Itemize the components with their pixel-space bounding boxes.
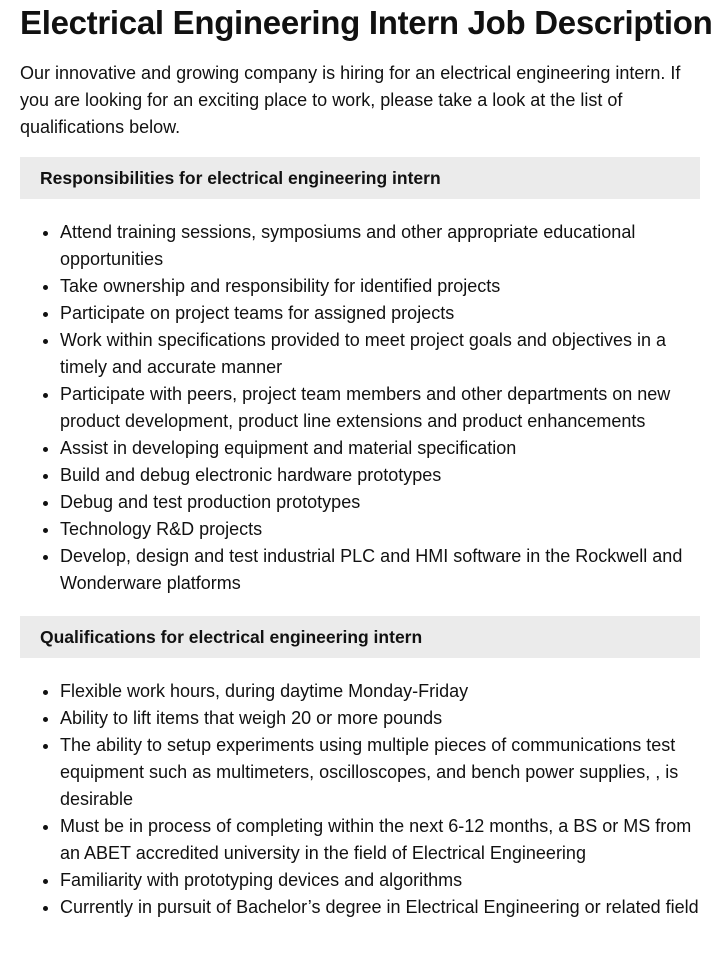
list-item: • Participate on project teams for assigned projects xyxy=(60,300,700,327)
list-item: • Technology R&D projects xyxy=(60,516,700,543)
list-item: • Develop, design and test industrial PLC and HMI software in the Rockwell and Wonderware platforms xyxy=(60,543,700,597)
list-item: • Work within specifications provided to meet project goals and objectives in a timely and accurate manner xyxy=(60,327,700,381)
list-item: • Flexible work hours, during daytime Monday-Friday xyxy=(60,678,700,705)
list-item: • Participate with peers, project team members and other departments on new product development, product line extensions and product enhancements xyxy=(60,381,700,435)
list-item: • Debug and test production prototypes xyxy=(60,489,700,516)
list-item: • Attend training sessions, symposiums and other appropriate educational opportunities xyxy=(60,219,700,273)
list-item: • Currently in pursuit of Bachelor’s degree in Electrical Engineering or related field xyxy=(60,894,700,921)
intro-paragraph: Our innovative and growing company is hiring for an electrical engineering intern. If you are looking for an exciting place to work, please take a look at the list of qualifications below. xyxy=(20,63,681,137)
list-item: • The ability to setup experiments using multiple pieces of communications test equipment such as multimeters, oscilloscopes, and bench power supplies, , is desirable xyxy=(60,732,700,813)
responsibilities-header: Responsibilities for electrical engineering intern xyxy=(20,157,700,199)
list-item: • Build and debug electronic hardware prototypes xyxy=(60,462,700,489)
list-item: • Assist in developing equipment and material specification xyxy=(60,435,700,462)
list-item: • Ability to lift items that weigh 20 or more pounds xyxy=(60,705,700,732)
list-item: • Familiarity with prototyping devices and algorithms xyxy=(60,867,700,894)
page-title: Electrical Engineering Intern Job Description xyxy=(20,4,713,41)
list-item: • Must be in process of completing within the next 6-12 months, a BS or MS from an ABET accredited university in the field of Electrical Engineering xyxy=(60,813,700,867)
list-item: • Take ownership and responsibility for identified projects xyxy=(60,273,700,300)
qualifications-header: Qualifications for electrical engineering intern xyxy=(20,616,700,658)
qualifications-list xyxy=(20,678,700,921)
responsibilities-list xyxy=(20,219,700,597)
